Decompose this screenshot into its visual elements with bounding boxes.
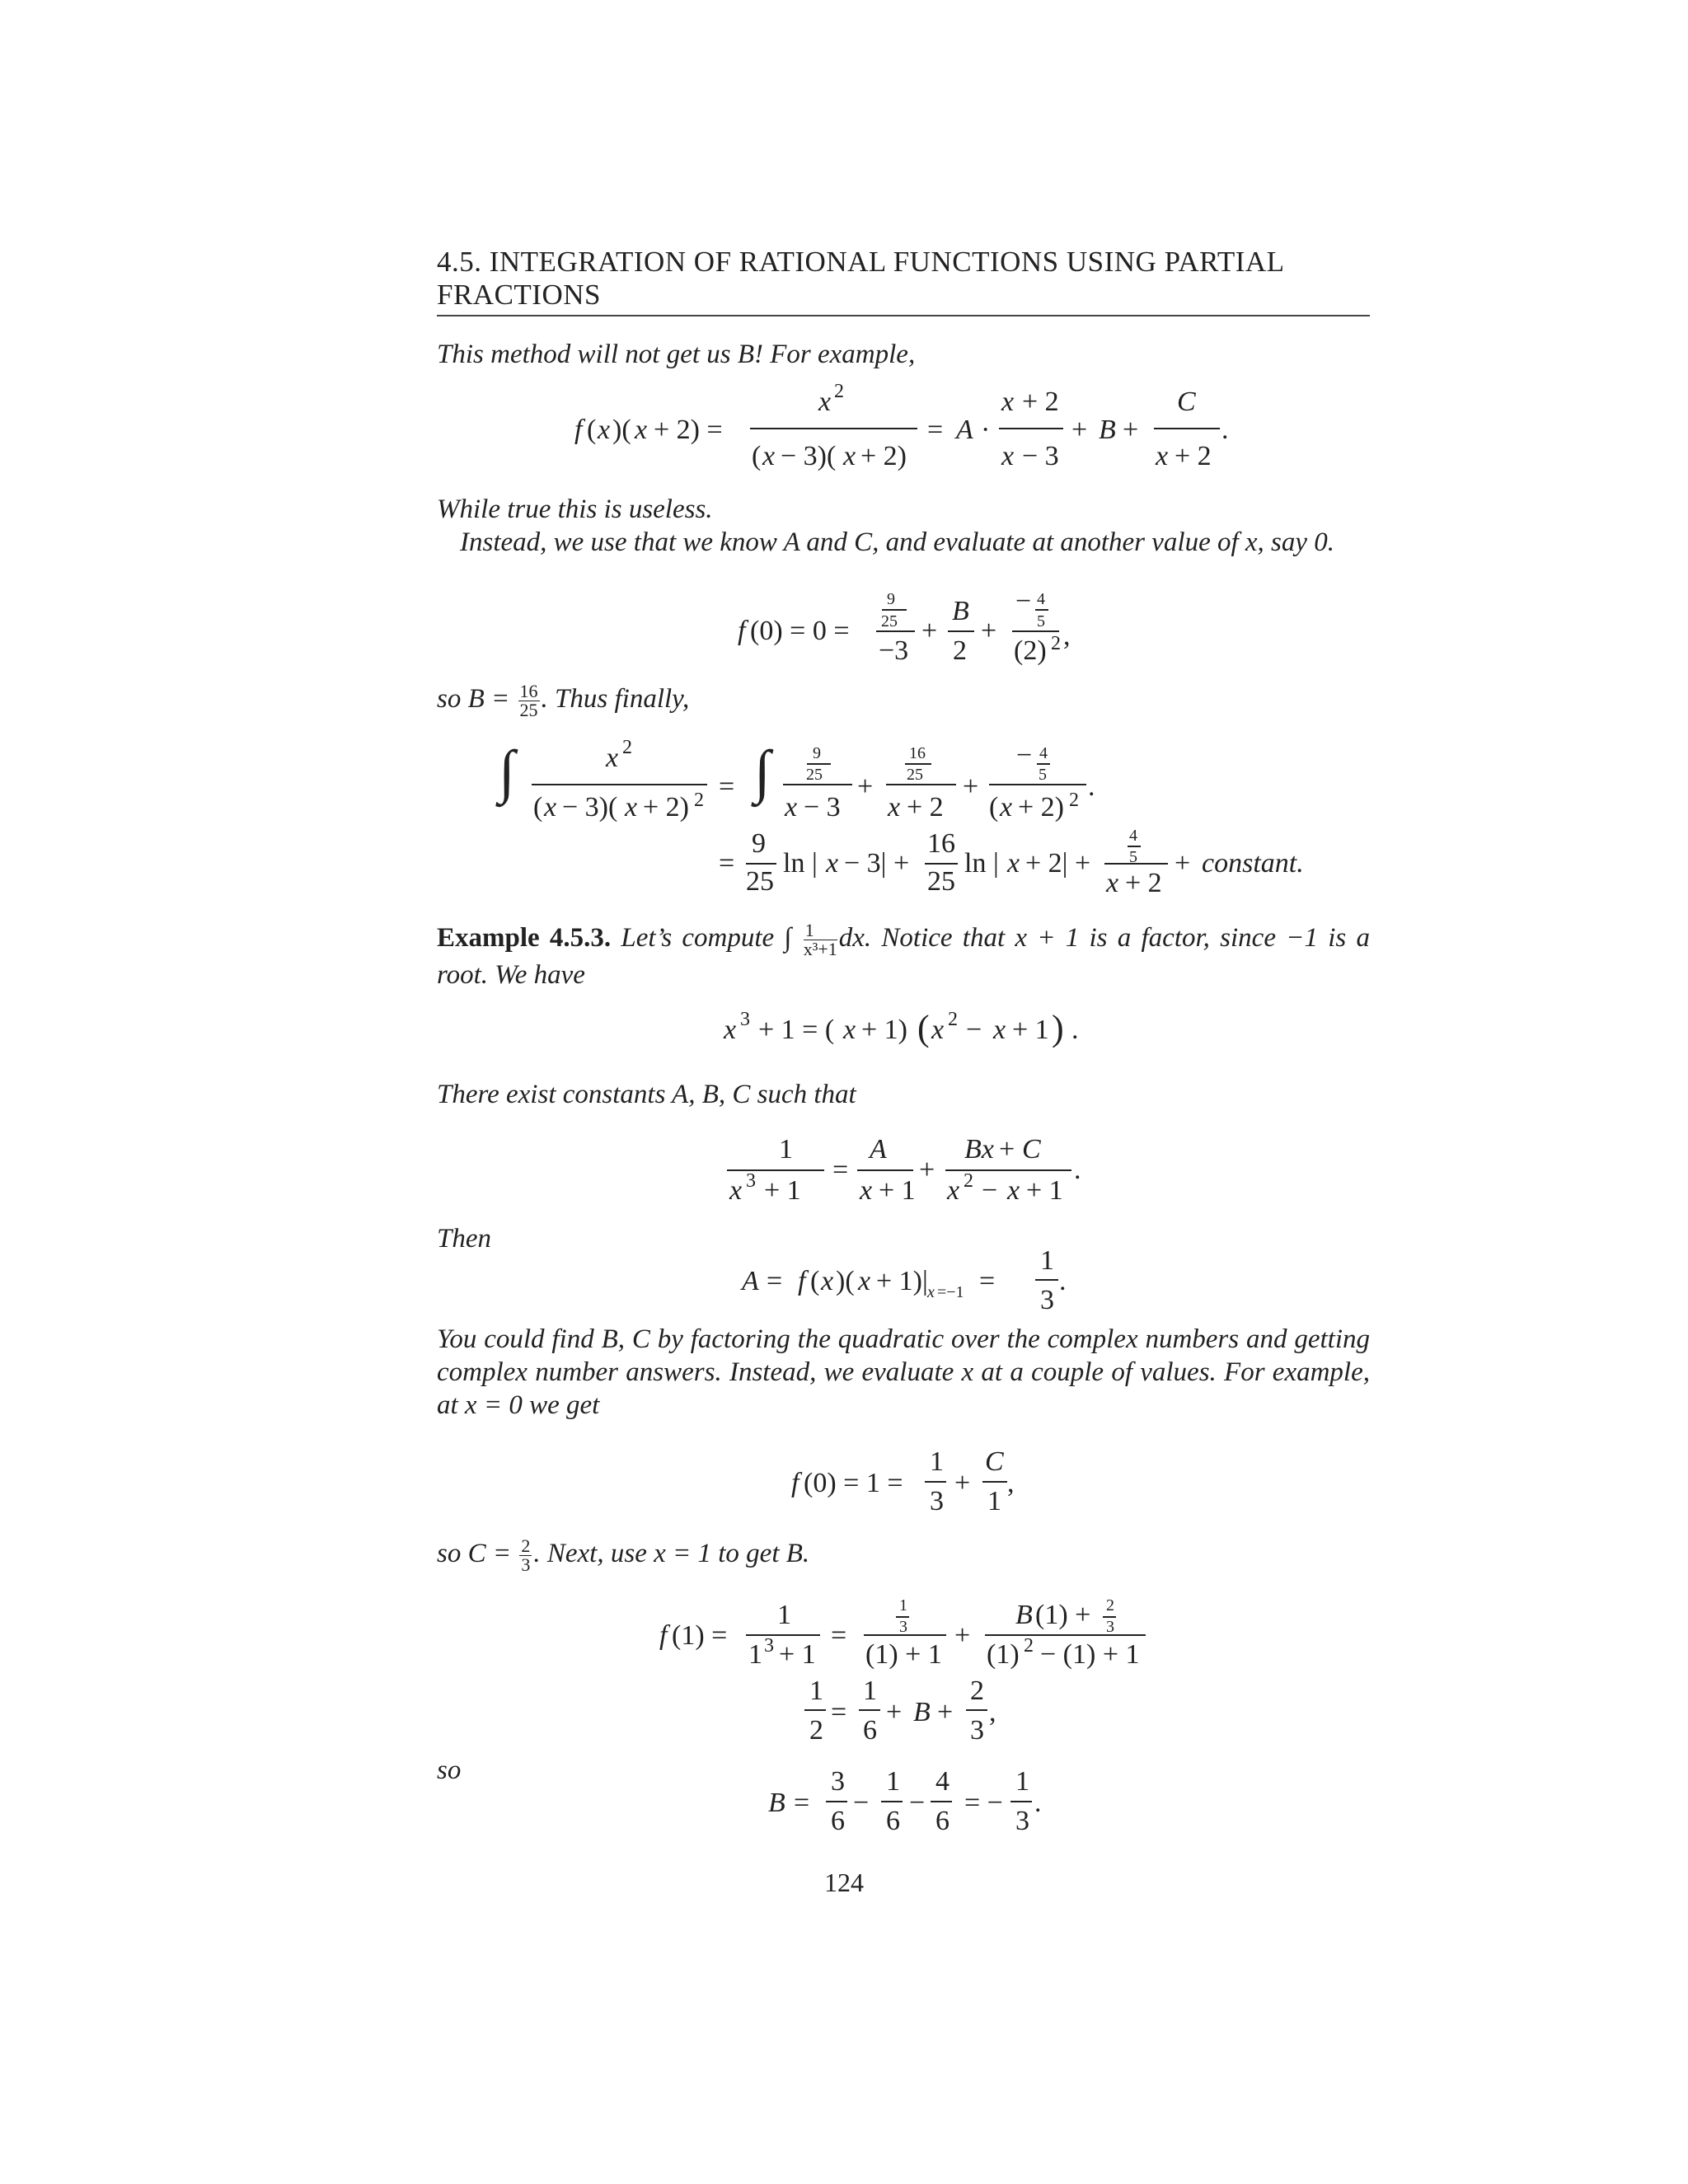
svg-text:1: 1 — [809, 1675, 823, 1706]
svg-text:A: A — [956, 415, 973, 445]
svg-text:2: 2 — [694, 790, 704, 811]
svg-text:=: = — [831, 1620, 847, 1651]
svg-text:Bx: Bx — [964, 1134, 994, 1165]
svg-text:.: . — [1071, 1015, 1079, 1045]
so-b-text: so B = — [437, 684, 517, 715]
svg-text:3: 3 — [1015, 1806, 1029, 1836]
paragraph-then: Then — [437, 1224, 491, 1254]
svg-text:A: A — [742, 1266, 759, 1296]
constant-label: constant. — [1202, 848, 1304, 879]
svg-text:(: ( — [989, 792, 999, 823]
equation-a-value — [740, 1245, 1067, 1315]
svg-text:6: 6 — [935, 1806, 950, 1836]
svg-text:x: x — [843, 1015, 856, 1045]
svg-text:x: x — [1156, 441, 1169, 471]
svg-text:− 3)(: − 3)( — [781, 441, 837, 471]
svg-text:ln |: ln | — [783, 848, 818, 879]
svg-text:·: · — [981, 415, 991, 445]
svg-text:)(: )( — [836, 1266, 855, 1296]
paragraph-instead: Instead, we use that we know A and C, and evaluate at another value of x, say 0. — [460, 527, 1335, 557]
svg-text:16: 16 — [927, 828, 955, 859]
svg-text:+: + — [921, 616, 938, 646]
svg-text:=−1: =−1 — [937, 1283, 964, 1301]
equation-partial-fraction-setup — [727, 1134, 1081, 1206]
svg-text:5: 5 — [1037, 612, 1045, 630]
next-use-text: . Next, use x = 1 to get B. — [533, 1539, 810, 1569]
svg-text:3: 3 — [764, 1635, 774, 1657]
svg-text:1: 1 — [1015, 1766, 1029, 1797]
svg-text:= −: = − — [964, 1788, 1003, 1818]
svg-text:25: 25 — [927, 866, 955, 897]
equation-f-of-zero — [738, 586, 1071, 666]
so-c-text: so C = — [437, 1539, 518, 1569]
example-integrand-numerator: 1 — [804, 921, 837, 940]
svg-text:3: 3 — [899, 1618, 907, 1636]
svg-text:x: x — [843, 441, 856, 471]
svg-text:+ 2: + 2 — [907, 792, 944, 823]
svg-text:1: 1 — [899, 1596, 907, 1615]
svg-text:+ 2): + 2) — [860, 441, 907, 471]
svg-text:2: 2 — [948, 1009, 958, 1030]
svg-text:f: f — [791, 1468, 799, 1498]
svg-text:6: 6 — [863, 1715, 877, 1746]
svg-text:x: x — [1001, 441, 1015, 471]
svg-text:2: 2 — [809, 1715, 823, 1746]
svg-text:3: 3 — [740, 1009, 750, 1030]
paragraph-useless: While true this is useless. — [437, 494, 713, 524]
svg-text:x: x — [606, 743, 619, 773]
svg-text:+: + — [1123, 415, 1139, 445]
svg-text:1: 1 — [1040, 1245, 1054, 1276]
svg-text:∫: ∫ — [754, 738, 771, 804]
equation-factorization — [723, 1008, 1079, 1048]
svg-text:16: 16 — [909, 744, 926, 762]
svg-text:=: = — [794, 1788, 810, 1818]
svg-text:+: + — [963, 771, 979, 802]
paragraph-complex: You could find B, C by factoring the quadratic over the complex numbers and getting complex number answers. Instead, we evaluate x at a couple of values. For example, at x = 0 we get — [437, 1324, 1370, 1420]
svg-text:): ) — [1052, 1008, 1064, 1048]
svg-text:− 3| +: − 3| + — [844, 848, 910, 879]
svg-text:2: 2 — [970, 1675, 984, 1706]
svg-text:4: 4 — [1037, 590, 1045, 608]
example-label: Example 4.5.3. — [437, 923, 612, 954]
svg-text:B: B — [1015, 1600, 1033, 1630]
svg-text:A: A — [870, 1134, 887, 1165]
svg-text:25: 25 — [806, 766, 823, 784]
svg-text:x: x — [1000, 792, 1013, 823]
svg-text:2: 2 — [1024, 1635, 1034, 1657]
svg-text:+: + — [937, 1697, 954, 1727]
svg-text:1: 1 — [886, 1766, 900, 1797]
so-c-denominator: 3 — [521, 1554, 531, 1575]
svg-text:f: f — [659, 1620, 668, 1651]
svg-text:3: 3 — [970, 1715, 984, 1746]
svg-text:− (1) + 1: − (1) + 1 — [1040, 1639, 1140, 1670]
svg-text:+ 1): + 1) — [861, 1015, 907, 1045]
svg-text:1: 1 — [987, 1486, 1001, 1516]
svg-text:B: B — [952, 596, 969, 626]
svg-text:x: x — [762, 441, 776, 471]
svg-text:=: = — [927, 415, 944, 445]
equation-fx-times-x-plus-2 — [574, 381, 1229, 471]
svg-text:.: . — [1034, 1788, 1042, 1818]
paragraph-method: This method will not get us B! For example, — [437, 340, 916, 369]
svg-text:2: 2 — [953, 635, 967, 666]
svg-text:+: + — [981, 616, 997, 646]
svg-text:4: 4 — [935, 1766, 950, 1797]
svg-text:B: B — [768, 1788, 785, 1818]
svg-text:)(: )( — [612, 415, 631, 445]
header-line-2: FRACTIONS — [437, 279, 601, 311]
svg-text:6: 6 — [831, 1806, 845, 1836]
svg-text:x: x — [1007, 1175, 1020, 1206]
svg-text:2: 2 — [834, 381, 844, 402]
svg-text:x: x — [826, 848, 839, 879]
svg-text:−: − — [982, 1175, 998, 1206]
example-integrand-denominator: x³+1 — [803, 939, 837, 959]
svg-text:−3: −3 — [879, 635, 909, 666]
svg-text:f: f — [738, 616, 746, 646]
svg-text:=: = — [719, 771, 735, 802]
svg-text:x: x — [598, 415, 611, 445]
svg-text:3: 3 — [1040, 1285, 1054, 1315]
svg-text:x: x — [888, 792, 901, 823]
svg-text:+ 1: + 1 — [879, 1175, 916, 1206]
paragraph-so: so — [437, 1755, 462, 1785]
svg-text:x: x — [927, 1283, 935, 1301]
svg-text:− 3)(: − 3)( — [562, 792, 618, 823]
svg-text:25: 25 — [881, 612, 898, 630]
svg-text:3: 3 — [746, 1170, 756, 1192]
svg-text:9: 9 — [752, 828, 766, 859]
svg-text:+ 2) =: + 2) = — [654, 415, 723, 445]
svg-text:(0) = 0 =: (0) = 0 = — [750, 616, 850, 646]
svg-text:1: 1 — [863, 1675, 877, 1706]
svg-text:f: f — [574, 415, 583, 445]
svg-text:(2): (2) — [1014, 635, 1047, 666]
svg-text:+: + — [999, 1134, 1015, 1165]
svg-text:x: x — [858, 1266, 871, 1296]
svg-text:4: 4 — [1039, 744, 1048, 762]
so-b-numerator: 16 — [519, 681, 538, 701]
svg-text:x: x — [931, 1015, 945, 1045]
svg-text:−: − — [853, 1788, 870, 1818]
svg-text:f: f — [798, 1266, 806, 1296]
svg-text:x: x — [818, 387, 832, 417]
so-b-denominator: 25 — [519, 700, 538, 720]
svg-text:(: ( — [917, 1008, 930, 1048]
svg-text:+ 1 = (: + 1 = ( — [758, 1015, 835, 1045]
svg-text:+: + — [857, 771, 874, 802]
svg-text:+: + — [954, 1468, 971, 1498]
svg-text:(1) =: (1) = — [672, 1620, 728, 1651]
svg-text:,: , — [1063, 621, 1071, 651]
svg-text:1: 1 — [779, 1134, 793, 1165]
svg-text:3: 3 — [831, 1766, 845, 1797]
svg-text:=: = — [832, 1155, 849, 1185]
svg-text:C: C — [985, 1446, 1004, 1477]
svg-text:+ 1: + 1 — [779, 1639, 816, 1670]
svg-text:+: + — [1175, 848, 1191, 879]
svg-text:2: 2 — [1069, 790, 1079, 811]
svg-text:x: x — [724, 1015, 737, 1045]
svg-text:B: B — [913, 1697, 931, 1727]
svg-text:,: , — [1007, 1468, 1015, 1498]
svg-text:x: x — [947, 1175, 960, 1206]
svg-text:(: ( — [587, 415, 597, 445]
svg-text:−: − — [966, 1015, 982, 1045]
svg-text:C: C — [1022, 1134, 1041, 1165]
svg-text:∫: ∫ — [499, 738, 515, 804]
svg-text:+ 2): + 2) — [1018, 792, 1064, 823]
example-text-a: Let’s compute ∫ — [611, 923, 802, 954]
thus-finally-text: . Thus finally, — [541, 684, 690, 715]
svg-text:x: x — [635, 415, 648, 445]
svg-text:−: − — [909, 1788, 926, 1818]
svg-text:(: ( — [533, 792, 543, 823]
equation-f-one — [659, 1596, 1146, 1746]
svg-text:B: B — [1099, 415, 1116, 445]
svg-text:+: + — [954, 1620, 971, 1651]
svg-text:+ 1: + 1 — [1012, 1015, 1049, 1045]
svg-text:3: 3 — [1106, 1618, 1114, 1636]
svg-text:,: , — [989, 1697, 996, 1727]
header-line-1: 4.5. INTEGRATION OF RATIONAL FUNCTIONS USING PARTIAL — [437, 246, 1285, 278]
svg-text:=: = — [767, 1266, 783, 1296]
svg-text:+: + — [1071, 415, 1088, 445]
svg-text:+ 1: + 1 — [1026, 1175, 1063, 1206]
svg-text:2: 2 — [964, 1170, 973, 1192]
page-number: 124 — [824, 1868, 864, 1897]
svg-text:(1) +: (1) + — [1035, 1600, 1091, 1630]
svg-text:(1) + 1: (1) + 1 — [865, 1639, 942, 1670]
svg-text:2: 2 — [1106, 1596, 1114, 1615]
svg-text:25: 25 — [746, 866, 774, 897]
svg-text:+: + — [919, 1155, 935, 1185]
svg-text:+ 1)|: + 1)| — [876, 1266, 928, 1296]
svg-text:3: 3 — [930, 1486, 944, 1516]
svg-text:25: 25 — [907, 766, 923, 784]
svg-text:9: 9 — [813, 744, 821, 762]
svg-text:5: 5 — [1129, 848, 1137, 866]
example-text-b: dx. Notice that x + 1 is a factor, since −1 is a root. We have — [437, 923, 1370, 990]
svg-text:2: 2 — [1051, 633, 1061, 654]
so-c-numerator: 2 — [521, 1535, 531, 1556]
svg-text:2: 2 — [622, 737, 632, 758]
svg-text:5: 5 — [1039, 766, 1047, 784]
svg-text:1: 1 — [777, 1600, 791, 1630]
svg-text:x: x — [785, 792, 798, 823]
equation-f-zero-equals-one — [791, 1446, 1015, 1516]
svg-text:+ 2: + 2 — [1125, 868, 1162, 898]
svg-text:+ 2: + 2 — [1022, 387, 1059, 417]
svg-text:− 3: − 3 — [1022, 441, 1059, 471]
svg-text:+ 2: + 2 — [1175, 441, 1212, 471]
svg-text:.: . — [1059, 1266, 1067, 1296]
svg-text:x: x — [729, 1175, 743, 1206]
paragraph-constants: There exist constants A, B, C such that — [437, 1080, 856, 1109]
equation-integral-decomposition — [495, 737, 1304, 898]
svg-text:(: ( — [752, 441, 762, 471]
svg-text:x: x — [544, 792, 557, 823]
svg-text:x: x — [821, 1266, 834, 1296]
equation-b-value — [768, 1766, 1042, 1836]
svg-text:x: x — [860, 1175, 873, 1206]
svg-text:+ 2| +: + 2| + — [1025, 848, 1091, 879]
svg-text:(0) = 1 =: (0) = 1 = — [804, 1468, 903, 1498]
svg-text:x: x — [625, 792, 638, 823]
svg-text:1: 1 — [930, 1446, 944, 1477]
svg-text:+ 2): + 2) — [643, 792, 689, 823]
svg-text:C: C — [1177, 387, 1196, 417]
svg-text:x: x — [1106, 868, 1119, 898]
svg-text:+ 1: + 1 — [764, 1175, 801, 1206]
svg-text:+: + — [886, 1697, 903, 1727]
svg-text:9: 9 — [887, 590, 895, 608]
svg-text:=: = — [979, 1266, 996, 1296]
svg-text:x: x — [993, 1015, 1006, 1045]
svg-text:.: . — [1074, 1155, 1081, 1185]
svg-text:=: = — [831, 1697, 847, 1727]
svg-text:−: − — [1015, 586, 1032, 616]
svg-text:(1): (1) — [987, 1639, 1020, 1670]
svg-text:4: 4 — [1129, 827, 1137, 845]
svg-text:.: . — [1088, 771, 1095, 802]
svg-text:1: 1 — [748, 1639, 762, 1670]
svg-text:− 3: − 3 — [804, 792, 841, 823]
svg-text:(: ( — [810, 1266, 820, 1296]
svg-text:x: x — [1007, 848, 1020, 879]
svg-text:=: = — [719, 848, 735, 879]
svg-text:.: . — [1221, 415, 1229, 445]
svg-text:x: x — [1001, 387, 1015, 417]
svg-text:−: − — [1016, 740, 1033, 771]
svg-text:6: 6 — [886, 1806, 900, 1836]
svg-text:ln |: ln | — [964, 848, 999, 879]
